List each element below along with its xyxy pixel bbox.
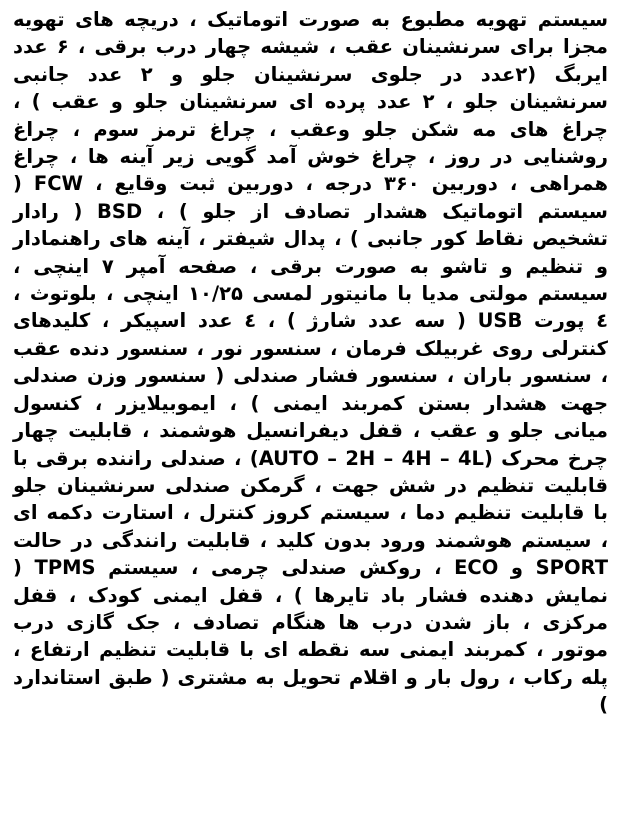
feature-list-paragraph: سیستم تهویه مطبوع به صورت اتوماتیک ، دریچه های تهویه مجزا برای سرنشینان عقب ، شیشه چهار درب برقی ، ۶ عدد ایربگ (۲عدد در جلوی سرنشینان جلو و ۲ عدد جانبی سرنشینان جلو ، ۲ عدد پرده ای سرنشینان جلو و عقب ) ، چراغ های مه شکن جلو وعقب ، چراغ ترمز سوم ، چراغ روشنایی در روز ، چراغ خوش آمد گویی زیر آینه ها ، چراغ همراهی ، دوربین ۳۶۰ درجه ، دوربین ثبت وقایع ، FCW ( سیستم اتوماتیک هشدار تصادف از جلو ) ، BSD ( رادار تشخیص نقاط کور جانبی ) ، پدال شیفتر ، آینه های راهنمادار و تنظیم و تاشو به صورت برقی ، صفحه آمپر ۷ اینچی ، سیستم مولتی مدیا با مانیتور لمسی ۱۰/۲۵ اینچی ، بلوتوث ، ٤ پورت USB ( سه عدد شارژ ) ، ٤ عدد اسپیکر ، کلیدهای کنترلی روی غربیلک فرمان ، سنسور نور ، سنسور دنده عقب ، سنسور باران ، سنسور فشار صندلی ( سنسور وزن صندلی جهت هشدار بستن کمربند ایمنی ) ، ایموبیلایزر ، کنسول میانی جلو و عقب ، قفل دیفرانسیل هوشمند ، قابلیت چهار چرخ محرک (AUTO – 2H – 4H – 4L) ، صندلی راننده برقی با قابلیت تنظیم در شش جهت ، گرمکن صندلی سرنشینان جلو با قابلیت تنظیم دما ، سیستم کروز کنترل ، استارت دکمه ای ، سیستم هوشمند ورود بدون کلید ، قابلیت رانندگی در حالت SPORT و ECO ، روکش صندلی چرمی ، سیستم TPMS ( نمایش دهنده فشار باد تایرها ) ، قفل ایمنی کودک ، قفل مرکزی ، باز شدن درب ها هنگام تصادف ، جک گازی درب موتور ، کمربند ایمنی سه نقطه ای با قابلیت تنظیم ارتفاع ، پله رکاب ، رول بار و اقلام تحویل به مشتری ( طبق استاندارد ) — [13, 8, 609, 717]
